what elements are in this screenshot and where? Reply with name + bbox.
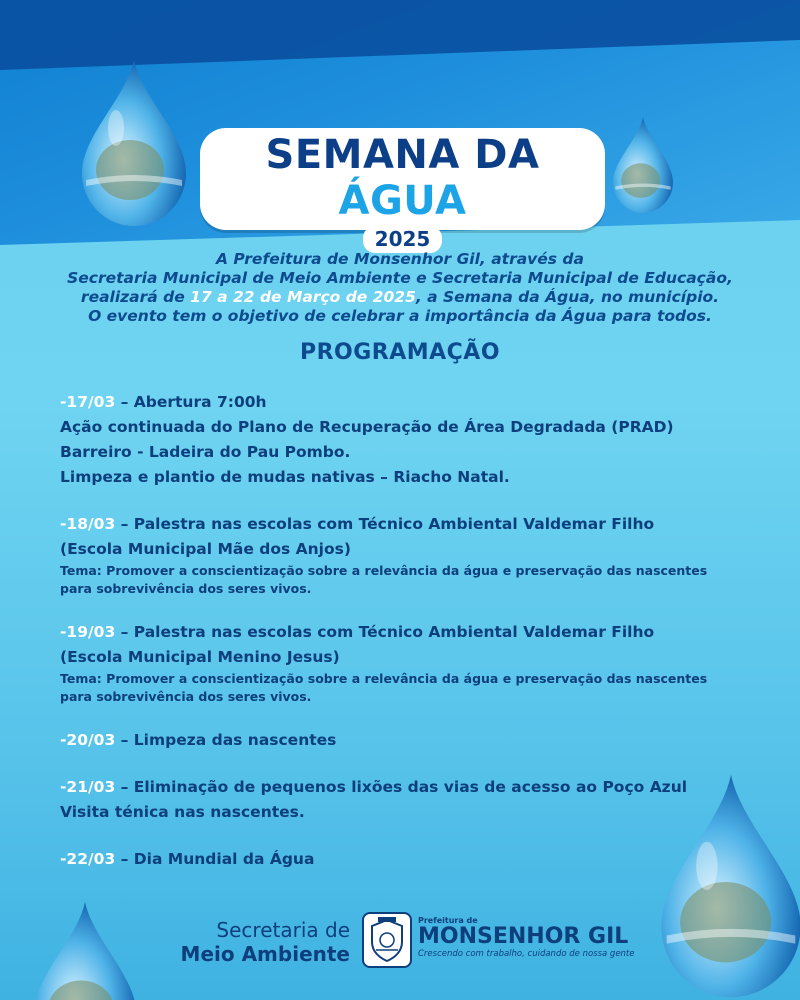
title-accent: ÁGUA: [338, 178, 467, 224]
program-event: [60, 620, 760, 706]
city-seal-icon: [362, 912, 412, 968]
intro-text-part: realizará de: [80, 288, 191, 306]
event-date: -17/03: [60, 393, 116, 411]
intro-line: O evento tem o objetivo de celebrar a importância da Água para todos.: [88, 307, 712, 325]
water-drop-icon: [610, 116, 676, 214]
secretaria-line: Meio Ambiente: [180, 942, 350, 966]
program-list: [60, 390, 760, 894]
brand-slogan: Crescendo com trabalho, cuidando de nossa gente: [418, 949, 635, 959]
event-headline-text: – Dia Mundial da Água: [115, 850, 315, 868]
brand-pre: Prefeitura de: [418, 916, 478, 925]
event-theme: para sobrevivência dos seres vivos.: [60, 689, 312, 704]
program-event: [60, 775, 760, 825]
event-detail: (Escola Municipal Menino Jesus): [60, 648, 340, 666]
program-event: [60, 512, 760, 598]
water-drop-icon: [78, 58, 190, 228]
event-headline: [60, 847, 760, 872]
intro-line: Secretaria Municipal de Meio Ambiente e Secretaria Municipal de Educação,: [67, 269, 733, 287]
event-headline-text: – Limpeza das nascentes: [115, 731, 337, 749]
event-theme: Tema: Promover a conscientização sobre a relevância da água e preservação das nascentes: [60, 671, 708, 686]
intro-line: [40, 288, 760, 307]
event-detail: Visita ténica nas nascentes.: [60, 803, 305, 821]
intro-text: [40, 250, 760, 326]
event-date: -20/03: [60, 731, 116, 749]
event-date: -19/03: [60, 623, 116, 641]
event-theme: Tema: Promover a conscientização sobre a relevância da água e preservação das nascentes: [60, 563, 708, 578]
event-detail: (Escola Municipal Mãe dos Anjos): [60, 540, 351, 558]
coat-of-arms-icon: [364, 914, 410, 966]
program-event: [60, 390, 760, 490]
brand-name: MONSENHOR GIL: [418, 924, 629, 949]
event-headline-text: – Palestra nas escolas com Técnico Ambiental Valdemar Filho: [115, 515, 655, 533]
event-headline: [60, 728, 760, 753]
event-detail: Barreiro - Ladeira do Pau Pombo.: [60, 443, 351, 461]
intro-text-part: , a Semana da Água, no município.: [415, 288, 720, 306]
event-headline-text: – Eliminação de pequenos lixões das vias de acesso ao Poço Azul: [115, 778, 688, 796]
program-event: [60, 847, 760, 872]
prefeitura-logo: [418, 916, 648, 959]
event-headline-text: – Palestra nas escolas com Técnico Ambiental Valdemar Filho: [115, 623, 655, 641]
event-headline: [60, 775, 760, 800]
event-date: -18/03: [60, 515, 116, 533]
secretaria-logo: [150, 918, 350, 966]
event-detail: Ação continuada do Plano de Recuperação de Área Degradada (PRAD): [60, 418, 674, 436]
event-headline: [60, 620, 760, 645]
title-main: SEMANA DA: [265, 132, 540, 178]
event-headline-text: – Abertura 7:00h: [115, 393, 267, 411]
event-headline: [60, 512, 760, 537]
event-title-text: [200, 128, 605, 230]
secretaria-line: Secretaria de: [216, 918, 350, 942]
event-headline: [60, 390, 760, 415]
event-date: -22/03: [60, 850, 116, 868]
event-detail: Limpeza e plantio de mudas nativas – Riacho Natal.: [60, 468, 510, 486]
event-year: 2025: [363, 226, 443, 253]
program-title: PROGRAMAÇÃO: [299, 340, 501, 365]
event-theme: para sobrevivência dos seres vivos.: [60, 581, 312, 596]
water-drop-icon: [30, 900, 140, 1000]
event-title: [200, 128, 605, 251]
intro-line: A Prefeitura de Monsenhor Gil, através da: [216, 250, 584, 268]
event-date: -21/03: [60, 778, 116, 796]
program-event: [60, 728, 760, 753]
intro-date-highlight: 17 a 22 de Março de 2025: [190, 288, 416, 306]
